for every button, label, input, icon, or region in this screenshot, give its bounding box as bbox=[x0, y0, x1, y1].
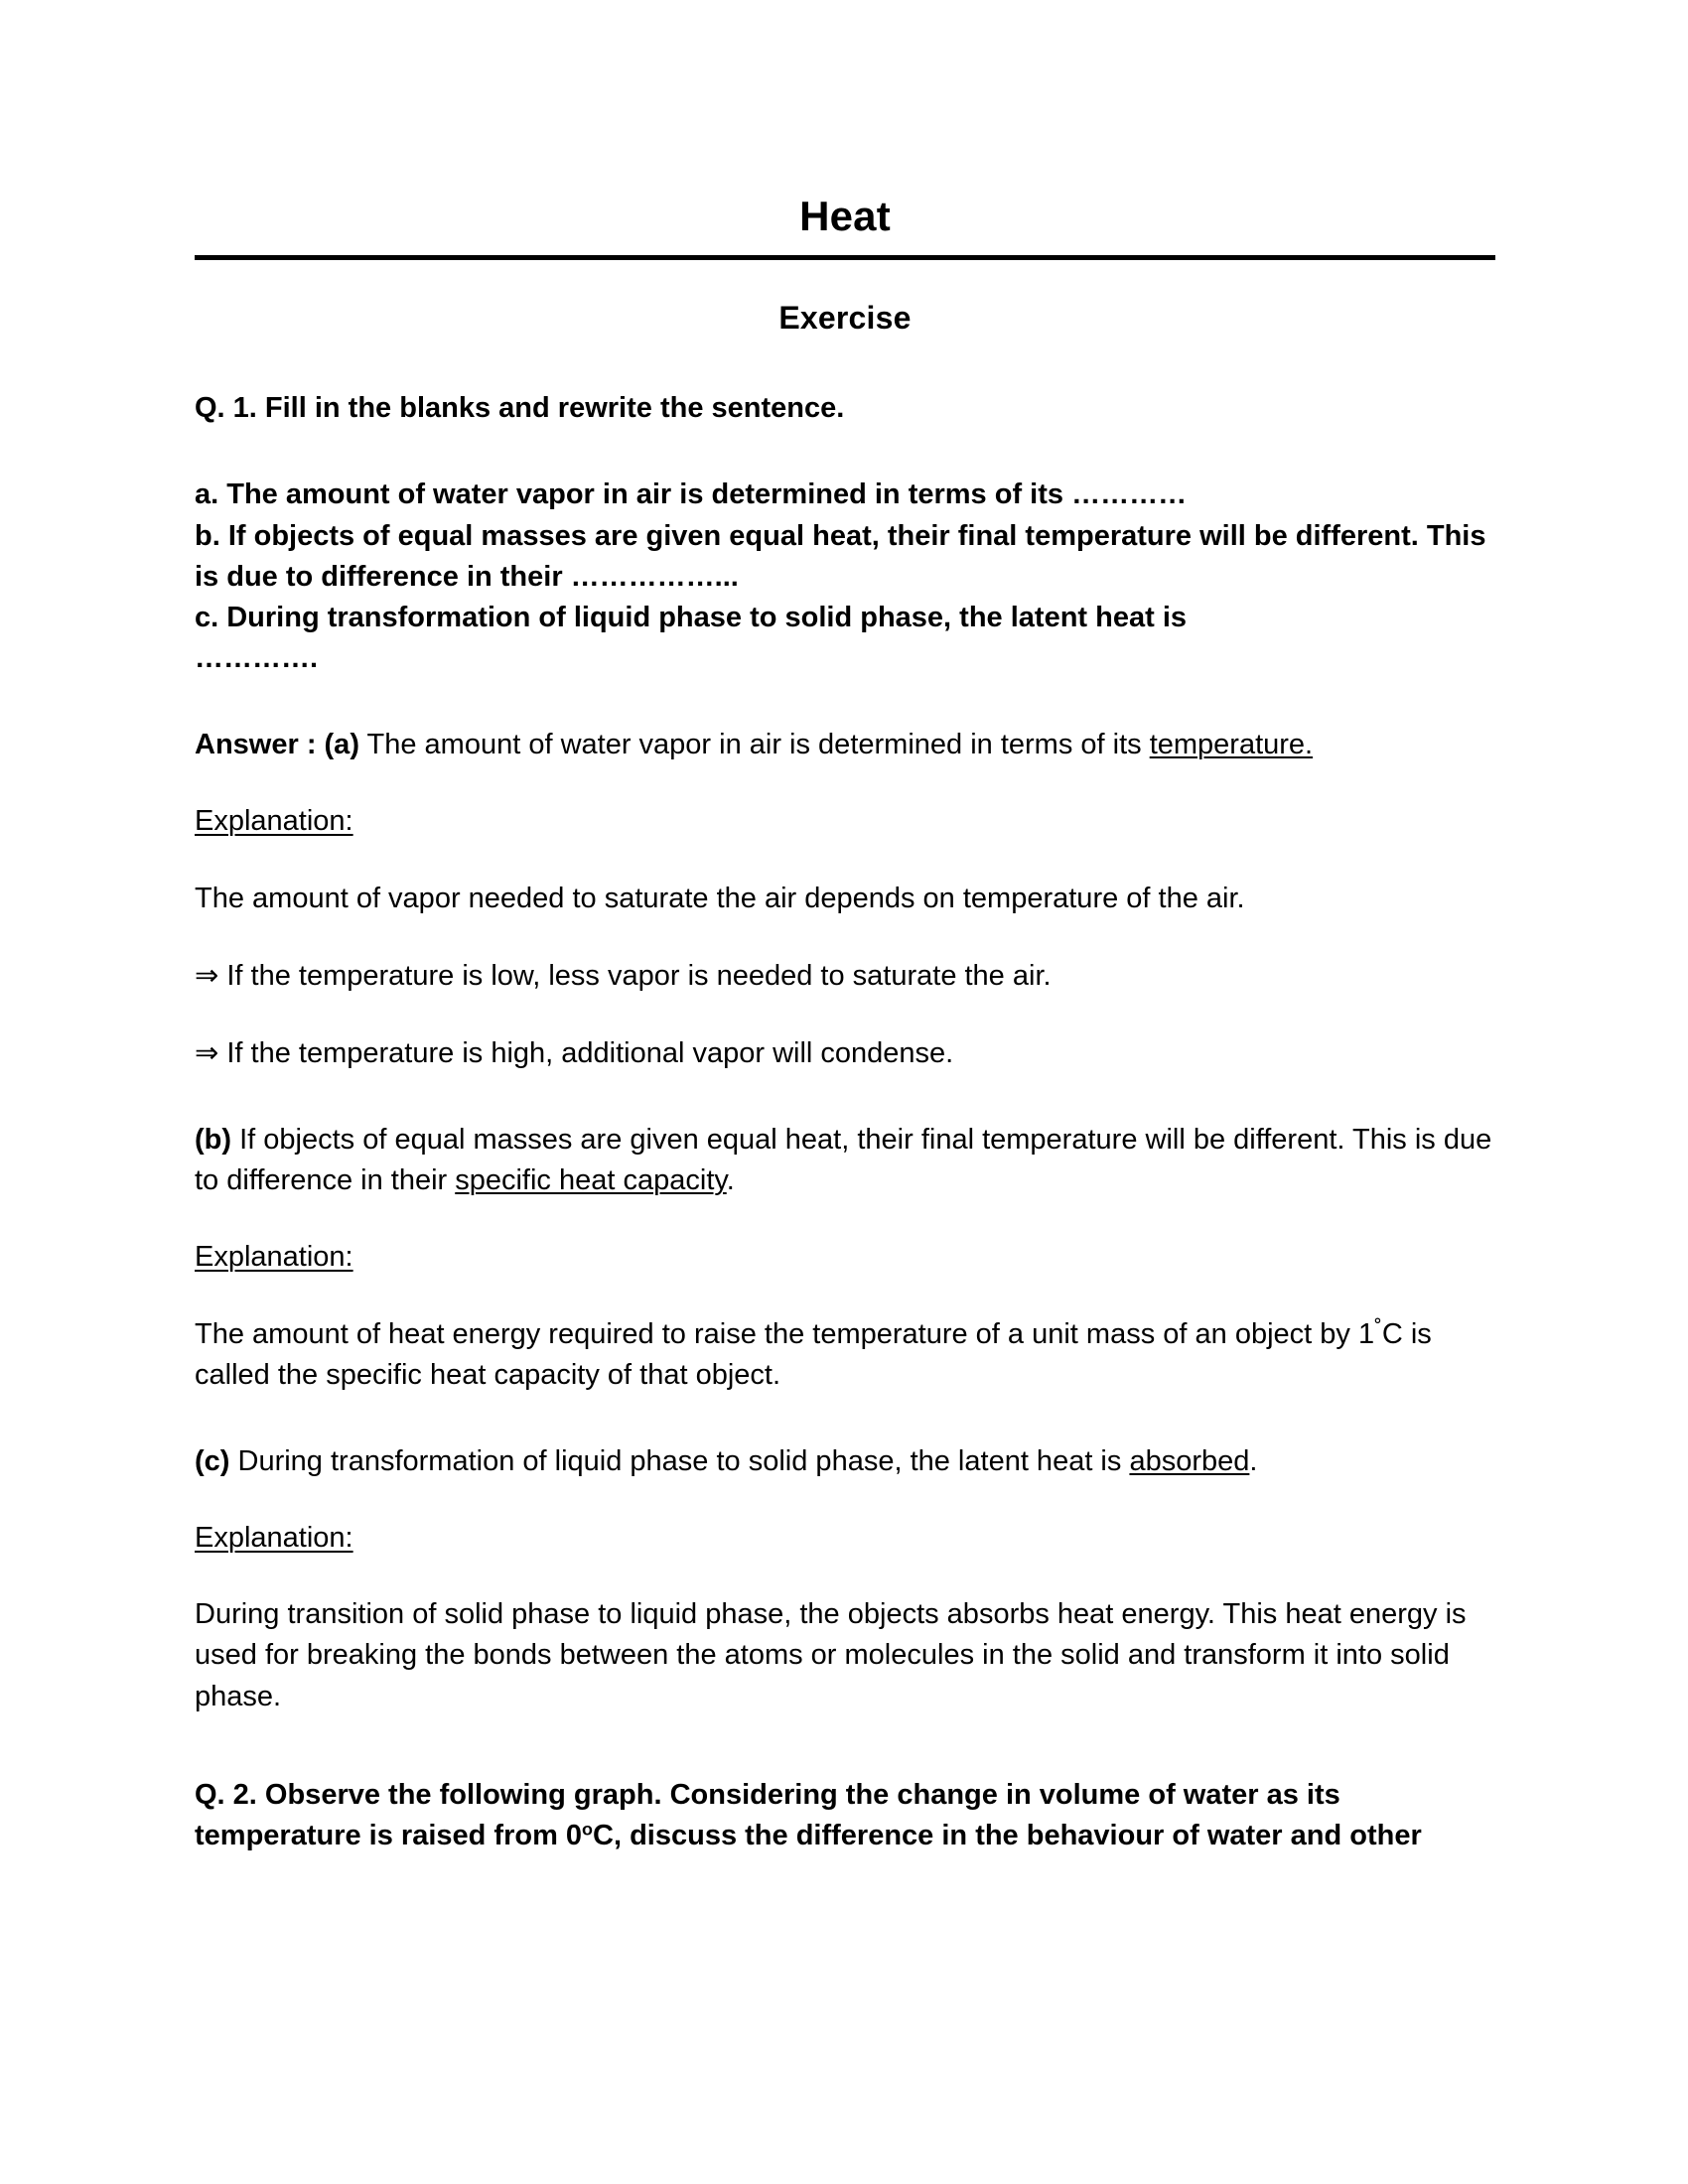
spacer bbox=[195, 1279, 1495, 1314]
answer-c-text-end: . bbox=[1249, 1444, 1258, 1477]
answer-c-text: During transformation of liquid phase to solid phase, the latent heat is bbox=[229, 1444, 1130, 1477]
explanation-c-heading bbox=[195, 1518, 1495, 1559]
question-2-text-end: C, discuss the difference in the behaviour of water and other bbox=[593, 1819, 1422, 1851]
double-arrow-icon: ⇒ bbox=[195, 957, 219, 992]
spacer bbox=[195, 1074, 1495, 1120]
answer-c-label: (c) bbox=[195, 1444, 230, 1477]
question-1-item-c: c. During transformation of liquid phase to solid phase, the latent heat is bbox=[195, 601, 1187, 633]
double-arrow-icon: ⇒ bbox=[195, 1034, 219, 1069]
question-1-item-a: a. The amount of water vapor in air is determined in terms of its ………… bbox=[195, 478, 1188, 511]
answer-a bbox=[195, 725, 1495, 765]
degree-symbol: o bbox=[582, 1819, 594, 1840]
explanation-b-text-end: C is called the specific heat capacity of that object. bbox=[195, 1317, 1432, 1391]
answer-a-text: The amount of water vapor in air is determined in terms of its bbox=[358, 729, 1150, 761]
page-content bbox=[195, 0, 1495, 1856]
answer-b bbox=[195, 1120, 1495, 1201]
answer-c-keyword: absorbed bbox=[1129, 1444, 1250, 1477]
explanation-a-bullet-2 bbox=[195, 1032, 1495, 1074]
answer-b-keyword: specific heat capacity bbox=[455, 1164, 727, 1197]
answer-b-text-end: . bbox=[726, 1164, 735, 1197]
explanation-a-bullet-1-text: If the temperature is low, less vapor is needed to saturate the air. bbox=[226, 959, 1052, 992]
explanation-label: Explanation: bbox=[195, 805, 353, 838]
explanation-a-bullet-2-text: If the temperature is high, additional vapor will condense. bbox=[226, 1036, 954, 1069]
explanation-b-text: The amount of heat energy required to raise the temperature of a unit mass of an object by 1 bbox=[195, 1317, 1375, 1350]
explanation-c-paragraph: During transition of solid phase to liquid phase, the objects absorbs heat energy. This heat energy is used for breaking the bonds between the atoms or molecules in the solid and transform it into solid phase. bbox=[195, 1598, 1467, 1712]
answer-b-text: If objects of equal masses are given equal heat, their final temperature will be different. This is due to difference in their bbox=[195, 1124, 1492, 1197]
explanation-a-bullet-1 bbox=[195, 955, 1495, 997]
spacer bbox=[195, 1717, 1495, 1775]
spacer bbox=[195, 843, 1495, 879]
answer-b-label: (b) bbox=[195, 1124, 232, 1157]
spacer bbox=[195, 679, 1495, 725]
answer-a-keyword: temperature. bbox=[1149, 729, 1314, 761]
question-1-item-b: b. If objects of equal masses are given equal heat, their final temperature will be different. This is due to difference in their ……………... bbox=[195, 519, 1486, 593]
answer-a-label: Answer : (a) bbox=[195, 729, 359, 761]
spacer bbox=[195, 429, 1495, 475]
spacer bbox=[195, 1201, 1495, 1237]
answer-c bbox=[195, 1441, 1495, 1482]
degree-symbol: ˚ bbox=[1374, 1314, 1382, 1341]
explanation-a-heading bbox=[195, 801, 1495, 842]
question-2-text: Q. 2. Observe the following graph. Considering the change in volume of water as its temperature is raised from 0 bbox=[195, 1778, 1340, 1851]
explanation-label: Explanation: bbox=[195, 1522, 353, 1555]
spacer bbox=[195, 1396, 1495, 1441]
explanation-b-paragraph bbox=[195, 1314, 1495, 1396]
question-1-item-c-blank: …………. bbox=[195, 642, 319, 675]
question-2-heading bbox=[195, 1775, 1495, 1856]
section-heading: Exercise bbox=[778, 300, 912, 337]
spacer bbox=[195, 997, 1495, 1032]
page-title: Heat bbox=[799, 193, 891, 239]
spacer bbox=[195, 1559, 1495, 1594]
explanation-b-heading bbox=[195, 1237, 1495, 1278]
explanation-label: Explanation: bbox=[195, 1241, 353, 1274]
question-1-heading: Q. 1. Fill in the blanks and rewrite the sentence. bbox=[195, 392, 845, 425]
spacer bbox=[195, 765, 1495, 801]
explanation-a-paragraph: The amount of vapor needed to saturate the air depends on temperature of the air. bbox=[195, 882, 1245, 914]
spacer bbox=[195, 1482, 1495, 1518]
spacer bbox=[195, 337, 1495, 388]
spacer bbox=[195, 919, 1495, 955]
